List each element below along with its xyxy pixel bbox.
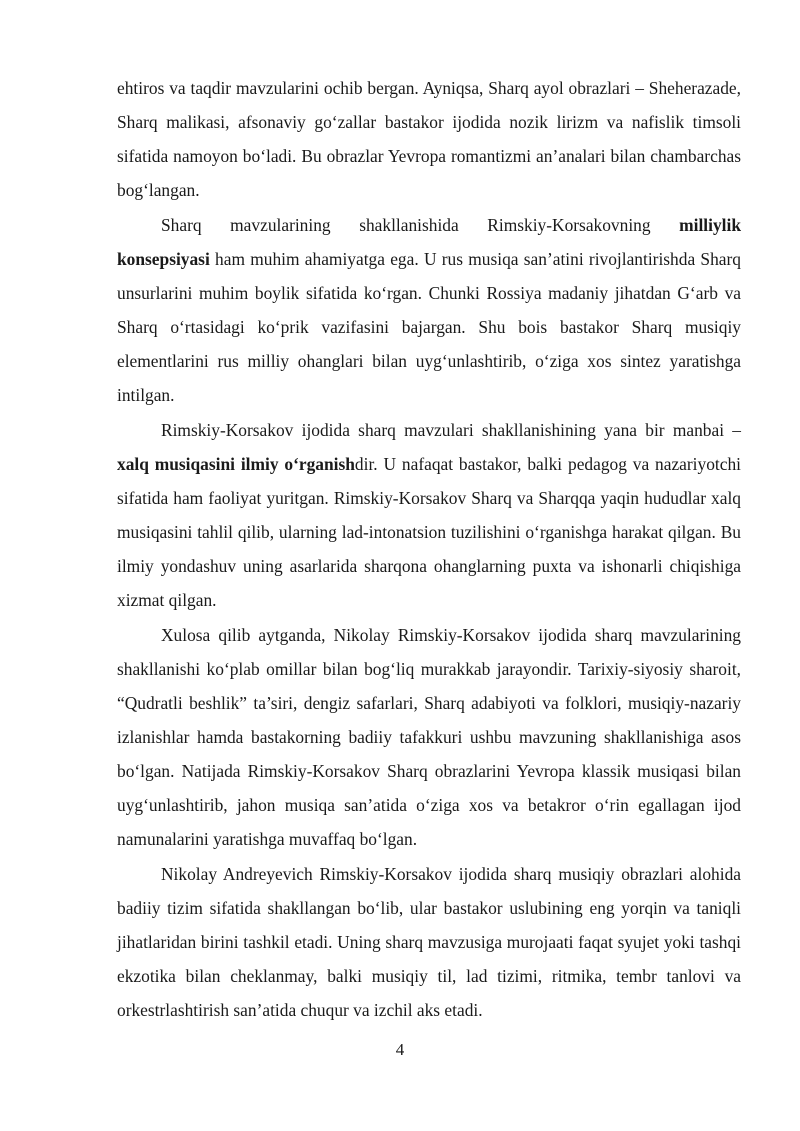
paragraph-5-text: Nikolay Andreyevich Rimskiy-Korsakov ijodida sharq musiqiy obrazlari alohida badiiy tizim sifatida shakllangan bo‘lib, ular bastakor uslubining eng yorqin va taniqli jihatlaridan birini tashkil etadi. Uning sharq mavzusiga murojaati faqat syujet yoki tashqi ekzotika bilan cheklanmay, balki musiqiy til, lad tizimi, ritmika, tembr tanlovi va orkestrlashtirish san’atida chuqur va izchil aks etadi. — [117, 864, 741, 1020]
paragraph-3-bold-term: xalq musiqasini ilmiy o‘rganish — [117, 454, 355, 474]
paragraph-2 — [117, 207, 741, 412]
paragraph-1-text: ehtiros va taqdir mavzularini ochib bergan. Ayniqsa, Sharq ayol obrazlari – Sheherazade, Sharq malikasi, afsonaviy go‘zallar bastakor ijodida nozik lirizm va nafislik timsoli sifatida namoyon bo‘ladi. Bu obrazlar Yevropa romantizmi an’analari bilan chambarchas bog‘langan. — [117, 78, 741, 200]
paragraph-3-text-a: Rimskiy-Korsakov ijodida sharq mavzulari shakllanishining yana bir manbai – — [161, 420, 741, 440]
paragraph-2-bold-term: milliylik konsepsiyasi — [117, 215, 741, 269]
paragraph-5 — [117, 856, 741, 1027]
paragraph-3-text-b: dir. U nafaqat bastakor, balki pedagog va nazariyotchi sifatida ham faoliyat yuritgan. Rimskiy-Korsakov Sharq va Sharqqa yaqin hududlar xalq musiqasini tahlil qilib, ularning lad-intonatsion tuzilishini o‘rganishga harakat qilgan. Bu ilmiy yondashuv uning asarlarida sharqona ohanglarning puxta va ishonarli chiqishiga xizmat qilgan. — [117, 454, 741, 610]
paragraph-2-text-b: ham muhim ahamiyatga ega. U rus musiqa san’atini rivojlantirishda Sharq unsurlarini muhim boylik sifatida ko‘rgan. Chunki Rossiya madaniy jihatdan G‘arb va Sharq o‘rtasidagi ko‘prik vazifasini bajargan. Shu bois bastakor Sharq musiqiy elementlarini rus milliy ohanglari bilan uyg‘unlashtirib, o‘ziga xos sintez yaratishga intilgan. — [117, 249, 741, 405]
paragraph-4-text: Xulosa qilib aytganda, Nikolay Rimskiy-Korsakov ijodida sharq mavzularining shakllanishi ko‘plab omillar bilan bog‘liq murakkab jarayondir. Tarixiy-siyosiy sharoit, “Qudratli beshlik” ta’siri, dengiz safarlari, Sharq adabiyoti va folklori, musiqiy-nazariy izlanishlar hamda bastakorning badiiy tafakkuri ushbu mavzuning shakllanishiga asos bo‘lgan. Natijada Rimskiy-Korsakov Sharq obrazlarini Yevropa klassik musiqasi bilan uyg‘unlashtirib, jahon musiqa san’atida o‘ziga xos va betakror o‘rin egallagan ijod namunalarini yaratishga muvaffaq bo‘lgan. — [117, 625, 741, 849]
paragraph-3 — [117, 412, 741, 617]
paragraph-1 — [117, 70, 741, 207]
page-number: 4 — [395, 1040, 405, 1059]
paragraph-4 — [117, 617, 741, 856]
page-body — [117, 70, 741, 1027]
paragraph-2-text-a: Sharq mavzularining shakllanishida Rimskiy-Korsakovning — [161, 215, 680, 235]
